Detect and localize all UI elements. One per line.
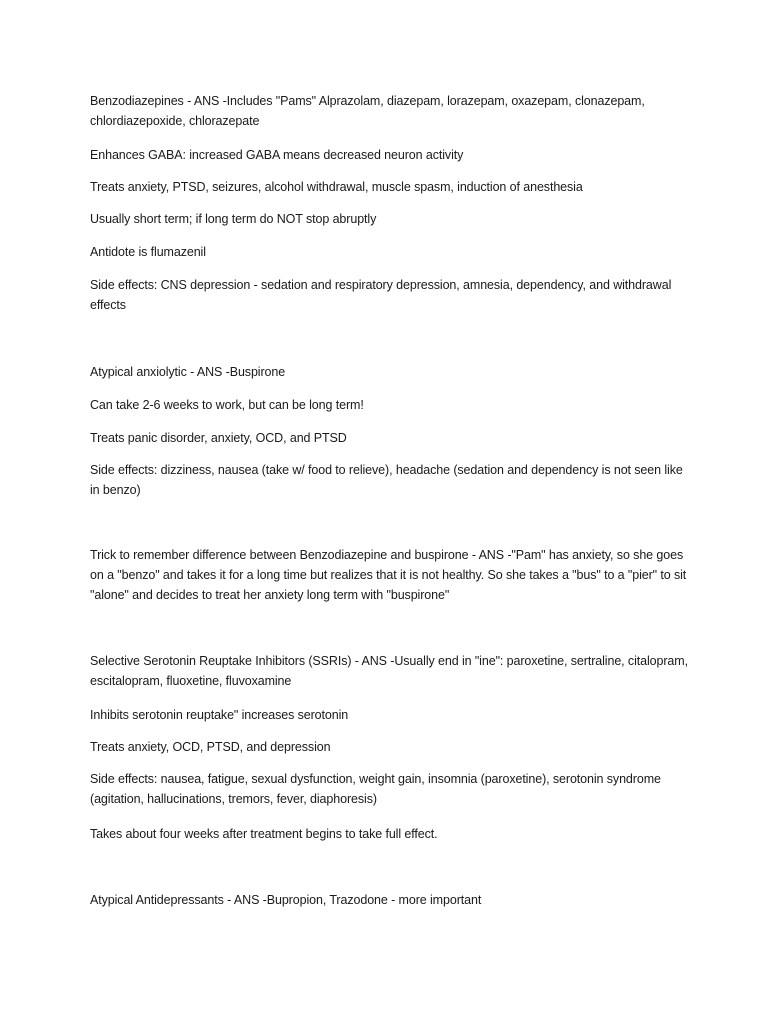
ssri-mechanism: Inhibits serotonin reuptake" increases serotonin [90,708,349,722]
memory-trick: Trick to remember difference between Benzodiazepine and buspirone - ANS -"Pam" has anxiety, so she goes on a "benzo" and takes it for a long time but realizes that it is not healthy. So she takes a "bus" to a "pier" to sit "alone" and decides to treat her anxiety long term with "buspirone" [90,548,687,602]
benzo-side-effects: Side effects: CNS depression - sedation and respiratory depression, amnesia, dependency, and withdrawal effects [90,278,672,312]
buspirone-heading: Atypical anxiolytic - ANS -Buspirone [90,365,286,379]
buspirone-onset: Can take 2-6 weeks to work, but can be long term! [90,398,364,412]
benzo-uses: Treats anxiety, PTSD, seizures, alcohol withdrawal, muscle spasm, induction of anesthesia [90,180,583,194]
ssri-uses: Treats anxiety, OCD, PTSD, and depression [90,740,331,754]
benzo-duration: Usually short term; if long term do NOT stop abruptly [90,212,377,226]
buspirone-uses: Treats panic disorder, anxiety, OCD, and PTSD [90,431,347,445]
benzo-mechanism: Enhances GABA: increased GABA means decreased neuron activity [90,148,464,162]
atypical-antidepressants-heading: Atypical Antidepressants - ANS -Bupropion, Trazodone - more important [90,893,482,907]
buspirone-side-effects: Side effects: dizziness, nausea (take w/ food to relieve), headache (sedation and dependency is not seen like in benzo) [90,463,683,497]
ssri-heading: Selective Serotonin Reuptake Inhibitors (SSRIs) - ANS -Usually end in "ine": paroxetine, sertraline, citalopram, escitalopram, fluoxetine, fluvoxamine [90,654,688,688]
benzo-antidote: Antidote is flumazenil [90,245,206,259]
ssri-onset: Takes about four weeks after treatment begins to take full effect. [90,827,438,841]
ssri-side-effects: Side effects: nausea, fatigue, sexual dysfunction, weight gain, insomnia (paroxetine), serotonin syndrome (agitation, hallucinations, tremors, fever, diaphoresis) [90,772,661,806]
benzodiazepines-heading: Benzodiazepines - ANS -Includes "Pams" Alprazolam, diazepam, lorazepam, oxazepam, clonazepam, chlordiazepoxide, chlorazepate [90,94,645,128]
